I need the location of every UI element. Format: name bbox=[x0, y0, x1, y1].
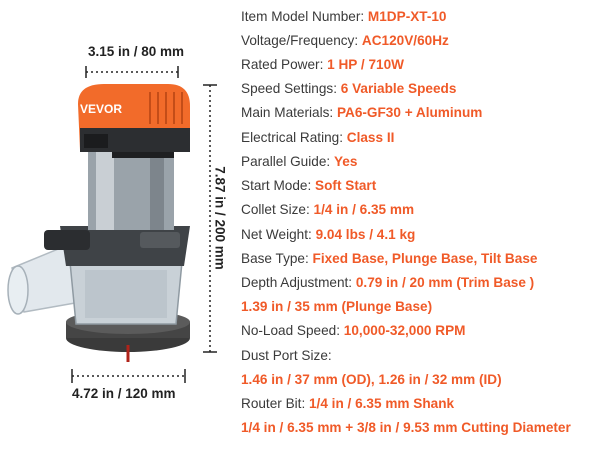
spec-label: Electrical Rating: bbox=[241, 130, 343, 145]
spec-label: Collet Size: bbox=[241, 202, 310, 217]
width-dimension-label: 3.15 in / 80 mm bbox=[88, 44, 185, 59]
spec-row-materials bbox=[241, 104, 482, 122]
spec-label: Parallel Guide: bbox=[241, 154, 331, 169]
height-dimension-label: 7.87 in / 200 mm bbox=[212, 166, 228, 270]
spec-row-router-bit bbox=[241, 395, 454, 413]
spec-value: AC120V/60Hz bbox=[361, 33, 449, 48]
spec-row-net-weight bbox=[241, 226, 415, 244]
spec-label: Main Materials: bbox=[241, 105, 334, 120]
spec-row-power bbox=[241, 56, 404, 74]
spec-label: Voltage/Frequency: bbox=[241, 33, 359, 48]
spec-value: Yes bbox=[333, 154, 358, 169]
spec-row-speed-settings bbox=[241, 80, 456, 98]
spec-row-collet-size bbox=[241, 201, 414, 219]
spec-label: Net Weight: bbox=[241, 227, 312, 242]
spec-label: No-Load Speed: bbox=[241, 323, 341, 338]
spec-value: 6 Variable Speeds bbox=[340, 81, 457, 96]
spec-value: 1 HP / 710W bbox=[327, 57, 404, 72]
spec-label: Dust Port Size: bbox=[241, 348, 332, 363]
router-illustration bbox=[0, 0, 235, 450]
spec-label: Rated Power: bbox=[241, 57, 324, 72]
spec-value: M1DP-XT-10 bbox=[367, 9, 447, 24]
spec-value: 1.39 in / 35 mm (Plunge Base) bbox=[241, 299, 433, 314]
spec-row-no-load-speed bbox=[241, 322, 465, 340]
vevor-logo bbox=[78, 101, 130, 117]
spec-value: Fixed Base, Plunge Base, Tilt Base bbox=[312, 251, 538, 266]
spec-value: Soft Start bbox=[315, 178, 377, 193]
spec-value: 0.79 in / 20 mm (Trim Base ) bbox=[355, 275, 535, 290]
spec-value: 1/4 in / 6.35 mm + 3/8 in / 9.53 mm Cutting Diameter bbox=[241, 420, 571, 435]
spec-row-router-bit-cont bbox=[241, 419, 571, 437]
spec-value: PA6-GF30 + Aluminum bbox=[336, 105, 483, 120]
spec-row-start-mode bbox=[241, 177, 376, 195]
spec-row-model bbox=[241, 8, 446, 26]
base-dimension-label: 4.72 in / 120 mm bbox=[72, 386, 176, 401]
spec-row-dust-port bbox=[241, 347, 332, 365]
spec-value: Class II bbox=[346, 130, 395, 145]
spec-value: 1.46 in / 37 mm (OD), 1.26 in / 32 mm (ID) bbox=[241, 372, 502, 387]
spec-row-parallel-guide bbox=[241, 153, 357, 171]
spec-value: 1/4 in / 6.35 mm bbox=[313, 202, 415, 217]
spec-row-electrical-rating bbox=[241, 129, 394, 147]
spec-value: 9.04 lbs / 4.1 kg bbox=[315, 227, 416, 242]
svg-text:VEVOR: VEVOR bbox=[80, 102, 123, 116]
spec-value: 10,000-32,000 RPM bbox=[343, 323, 466, 338]
spec-label: Start Mode: bbox=[241, 178, 312, 193]
spec-row-dust-port-cont bbox=[241, 371, 502, 389]
spec-row-base-type bbox=[241, 250, 537, 268]
spec-row-voltage bbox=[241, 32, 449, 50]
spec-label: Depth Adjustment: bbox=[241, 275, 353, 290]
spec-row-depth-adjustment bbox=[241, 274, 534, 292]
spec-label: Router Bit: bbox=[241, 396, 306, 411]
spec-label: Speed Settings: bbox=[241, 81, 337, 96]
spec-row-depth-adjustment-cont bbox=[241, 298, 432, 316]
product-figure bbox=[0, 0, 235, 450]
spec-label: Base Type: bbox=[241, 251, 309, 266]
spec-label: Item Model Number: bbox=[241, 9, 365, 24]
spec-value: 1/4 in / 6.35 mm Shank bbox=[309, 396, 455, 411]
